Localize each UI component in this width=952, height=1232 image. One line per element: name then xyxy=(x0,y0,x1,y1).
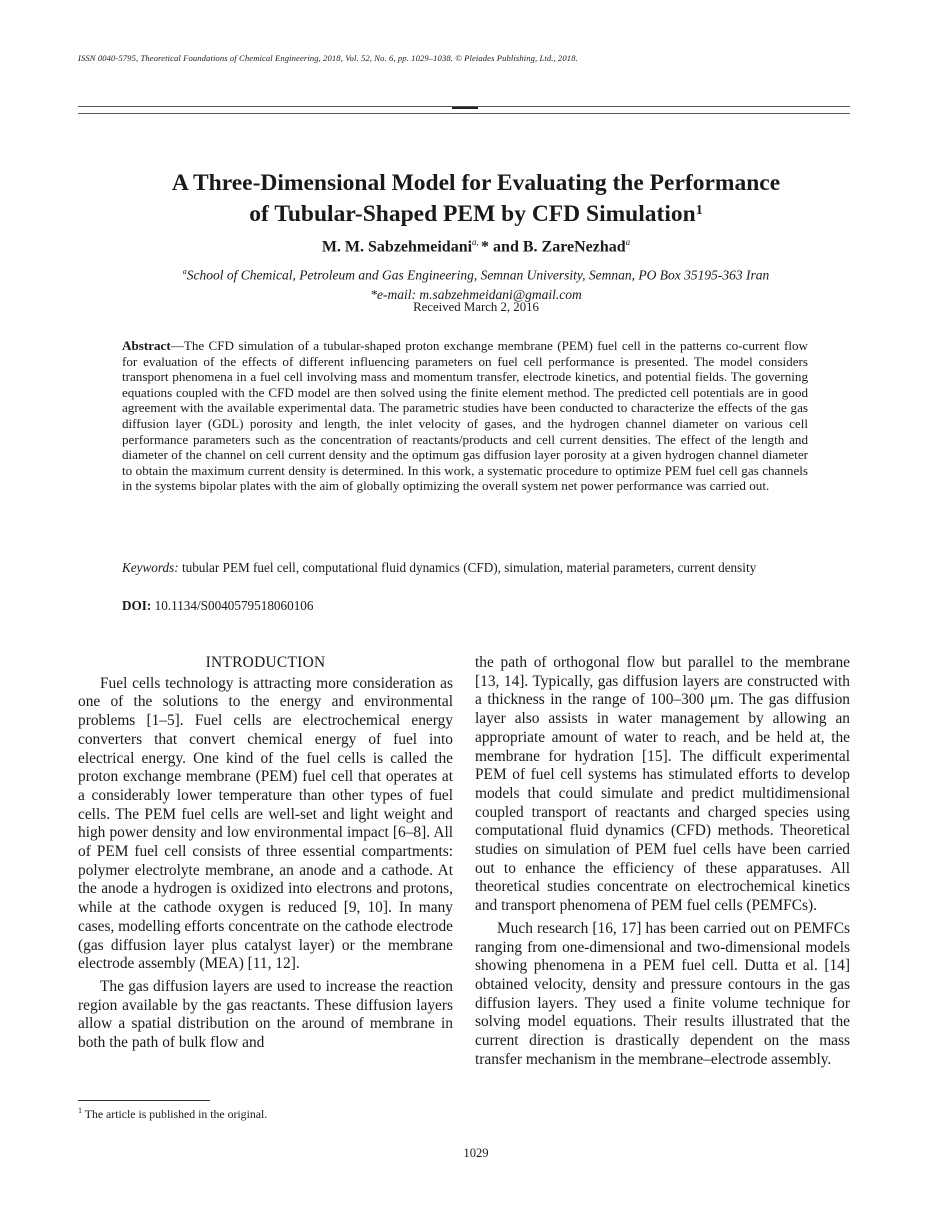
title-line-2-text: of Tubular-Shaped PEM by CFD Simulation xyxy=(249,201,696,227)
authors-and: and xyxy=(489,238,523,256)
paragraph: the path of orthogonal flow but parallel to the membrane [13, 14]. Typically, gas diffusion layers are constructed with a thickness in the range of 100–300 μm. The gas diffusion layer also assists in water management by allowing an appropriate amount of water to reach, and be held at, the membrane for hydration [15]. The difficult experimental PEM of fuel cell systems has stimulated efforts to develop models that could simulate and predict multidimensional coupled transport of reactants and charged species using computational fluid dynamics (CFD) methods. Theoretical studies on simulation of PEM fuel cells have been carried out to enhance the efficiency of these apparatuses. All theoretical studies concentrate on electrochemical kinetics and transport phenomena of PEM fuel cells (PEMFCs). xyxy=(475,654,850,915)
doi xyxy=(122,598,313,614)
keywords xyxy=(122,560,808,576)
received-date: Received March 2, 2016 xyxy=(413,300,539,314)
authors xyxy=(78,237,874,256)
page-number: 1029 xyxy=(463,1146,489,1160)
paragraph: Fuel cells technology is attracting more consideration as one of the solutions to the energy and environmental problems [1–5]. Fuel cells are electrochemical energy converters that convert chemical energy of fuel into electrical energy. One kind of the fuel cells is called the proton exchange membrane (PEM) fuel cell that operates at a considerably lower temperature than other types of fuel cells. The PEM fuel cells are well-set and light weight and high power density and low environmental impact [6–8]. All of PEM fuel cell consists of three essential compartments: polymer electrolyte membrane, an anode and a cathode. At the anode a hydrogen is oxidized into electrons and protons, while at the cathode oxygen is reduced [9, 10]. In many cases, modelling efforts concentrate on the cathode electrode (gas diffusion layer plus catalyst layer) or the membrane electrode assembly (MEA) [11, 12]. xyxy=(78,674,453,973)
abstract xyxy=(122,338,808,494)
author-2: B. ZareNezhad xyxy=(522,238,626,256)
author-2-affil: a xyxy=(625,237,631,247)
author-1-star: * xyxy=(481,238,490,256)
footnote-text: The article is published in the original. xyxy=(82,1106,268,1121)
article-title xyxy=(78,168,874,230)
affiliation xyxy=(78,262,874,285)
email[interactable]: *e-mail: m.sabzehmeidani@gmail.com xyxy=(370,286,582,302)
right-column xyxy=(475,654,850,1069)
paragraph: The gas diffusion layers are used to increase the reaction region available by the gas reactants. These diffusion layers allow a spatial distribution on the around of membrane in both the path of bulk flow and xyxy=(78,977,453,1052)
abstract-label: Abstract xyxy=(122,338,171,353)
author-1: M. M. Sabzehmeidani xyxy=(321,238,473,256)
title-footnote-mark: 1 xyxy=(695,203,703,218)
left-column xyxy=(78,654,453,1053)
title-line-1: A Three-Dimensional Model for Evaluating the Performance xyxy=(171,170,781,196)
footnote-rule xyxy=(78,1100,210,1101)
doi-value[interactable]: 10.1134/S0040579518060106 xyxy=(151,598,314,613)
author-1-affil: a, xyxy=(472,237,482,247)
paragraph: Much research [16, 17] has been carried out on PEMFCs ranging from one-dimensional and two-dimensional models showing phenomena in a PEM fuel cell. Dutta et al. [14] obtained velocity, density and pressure contours in the gas diffusion layers. They used a finite volume technique for solving model equations. Their results illustrated that the current direction is drastically dependent on the mass transfer mechanism in the membrane–electrode assembly. xyxy=(475,919,850,1068)
affiliation-block xyxy=(78,262,874,304)
header-rule-mark xyxy=(452,107,478,109)
footnote-mark: 1 xyxy=(78,1106,82,1115)
header-rule-bottom xyxy=(78,113,850,114)
affiliation-mark: a xyxy=(182,267,187,276)
section-heading-introduction: INTRODUCTION xyxy=(205,654,326,671)
running-header: ISSN 0040-5795, Theoretical Foundations of Chemical Engineering, 2018, Vol. 52, No. 6, pp. 1029–1038. © Pleiades Publishing, Ltd., 2018. xyxy=(78,53,578,63)
abstract-text: —The CFD simulation of a tubular-shaped proton exchange membrane (PEM) fuel cell in the patterns co-current flow for evaluation of the effects of different influencing parameters on fuel cell performance is presented. The model considers transport phenomena in a fuel cell involving mass and momentum transfer, electrode kinetics, and potential fields. The governing equations coupled with the CFD model are then solved using the finite element method. The predicted cell potentials are in good agreement with the available experimental data. The parametric studies have been conducted to characterize the effects of the gas diffusion layer (GDL) porosity and length, the inlet velocity of gases, and the hydrogen channel diameter on various cell performance parameters such as the concentration of reactants/products and cell current densities. The effect of the length and diameter of the channel on cell current density and the optimum gas diffusion layer porosity at a given hydrogen channel diameter to obtain the maximum current density is determined. In this work, a systematic procedure to optimize PEM fuel cell gas channels in the systems bipolar plates with the aim of globally optimizing the overall system net power performance was carried out. xyxy=(122,338,808,494)
keywords-label: Keywords: xyxy=(122,560,179,575)
footnote xyxy=(78,1106,267,1122)
doi-label: DOI: xyxy=(122,598,152,613)
affiliation-text: School of Chemical, Petroleum and Gas Engineering, Semnan University, Semnan, PO Box 35195-363 Iran xyxy=(186,267,770,283)
keywords-text: tubular PEM fuel cell, computational fluid dynamics (CFD), simulation, material parameters, current density xyxy=(178,560,757,575)
title-line-2 xyxy=(78,199,874,230)
